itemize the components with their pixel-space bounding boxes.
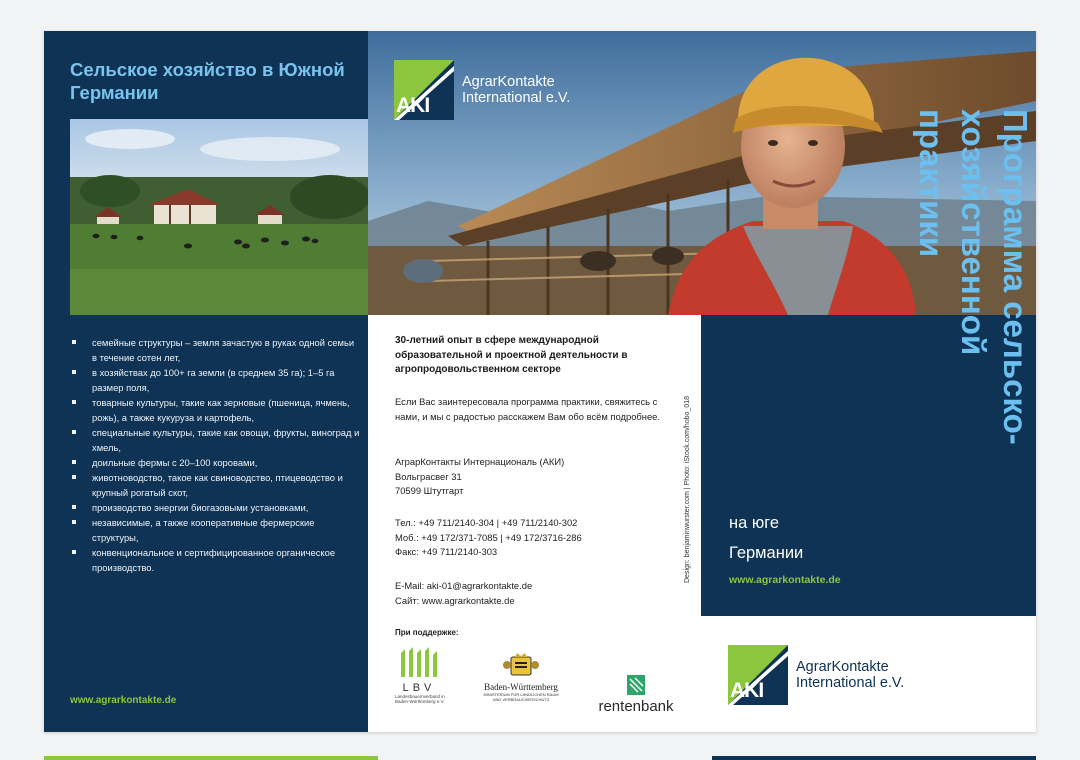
website-link[interactable]: www.agrarkontakte.de (729, 574, 841, 586)
coat-of-arms-icon (503, 653, 539, 677)
program-subtitle (729, 508, 803, 568)
wheat-icon (395, 647, 443, 677)
online-contact-block (395, 579, 675, 608)
email-link[interactable]: E-Mail: aki-01@agrarkontakte.de (395, 580, 533, 591)
phone-line: Тел.: +49 711/2140-304 | +49 711/2140-302 (395, 517, 578, 528)
aki-abbr: AKI (396, 94, 430, 117)
aki-name-line1: AgrarKontakte (462, 74, 555, 90)
aki-logo-icon (394, 60, 454, 120)
rentenbank-name: rentenbank (598, 698, 674, 715)
left-panel (44, 31, 368, 732)
subtitle-line: Германии (729, 544, 804, 562)
fax-line: Факс: +49 711/2140-303 (395, 546, 498, 558)
aki-name-line1: AgrarKontakte (796, 659, 889, 675)
next-page-edge (44, 756, 378, 760)
aki-name-line2: International e.V. (796, 675, 905, 691)
credit-text: Design: benjaminwurster.com | Photo: iStock.com/hobo_018 (684, 395, 691, 583)
lbv-abbr: LBV (402, 682, 436, 694)
aki-logo-top (394, 60, 570, 120)
list-item: производство энергии биогазовыми установками, (70, 500, 360, 515)
list-item: доильные фермы с 20–100 коровами, (70, 455, 360, 470)
title-line: Программа сельско- (997, 109, 1034, 445)
contact-column (368, 315, 701, 732)
agriculture-features-list (70, 335, 360, 575)
title-line: хозяйственной (955, 109, 992, 356)
aki-abbr: AKI (730, 679, 764, 702)
aki-name (796, 659, 904, 691)
intro-text: Если Вас заинтересовала программа практики, свяжитесь с нами, и мы с радостью расскажем Вам обо всём подробнее. (395, 396, 660, 422)
rentenbank-logo (586, 675, 686, 715)
website-link[interactable]: www.agrarkontakte.de (70, 695, 177, 706)
aki-name-line2: International e.V. (462, 90, 571, 106)
aki-logo-bottom (728, 645, 904, 705)
subtitle-line: на юге (729, 514, 780, 532)
bw-subtitle: UND VERBRAUCHERSCHUTZ (492, 697, 550, 702)
bw-subtitle: MINISTERIUM FÜR LÄNDLICHEN RAUM (483, 692, 559, 697)
lbv-logo (395, 647, 443, 709)
left-panel-title: Сельское хозяйство в Южной Германии (70, 59, 345, 103)
rentenbank-icon (627, 675, 645, 695)
address-line: 70599 Штутгарт (395, 485, 464, 497)
list-item: семейные структуры – земля зачастую в руках одной семьи в течение сотен лет, (70, 335, 360, 365)
website-link[interactable]: Сайт: www.agrarkontakte.de (395, 594, 515, 606)
address-block (395, 455, 675, 499)
address-line: Вольграсвег 31 (395, 470, 462, 482)
farm-photo (70, 119, 368, 315)
list-item: животноводство, такое как свиноводство, птицеводство и крупный рогатый скот, (70, 470, 360, 500)
aki-logo-icon (728, 645, 788, 705)
list-item: товарные культуры, такие как зерновые (пшеница, ячмень, рожь), а также кукуруза и картофель, (70, 395, 360, 425)
brochure-sheet (44, 31, 1036, 732)
next-page-edge (712, 756, 1036, 760)
design-credit (684, 343, 696, 583)
list-item: независимые, а также кооперативные фермерские структуры, (70, 515, 360, 545)
list-item: конвенциональное и сертифицированное органическое производство. (70, 545, 360, 575)
list-item: специальные культуры, такие как овощи, фрукты, виноград и хмель, (70, 425, 360, 455)
title-line: практики (913, 109, 950, 258)
baden-wuerttemberg-logo (474, 653, 568, 709)
lbv-subtitle: Landesbauernverband in (395, 694, 445, 699)
address-line: АграрКонтакты Интернациональ (АКИ) (395, 456, 565, 467)
bw-name: Baden-Württemberg (484, 682, 558, 692)
phone-block (395, 516, 675, 560)
phone-line: Моб.: +49 172/371-7085 | +49 172/3716-286 (395, 531, 582, 543)
aki-name (462, 74, 570, 106)
support-label: При поддержке: (395, 628, 459, 637)
lbv-subtitle: Baden-Württemberg e.V. (395, 699, 445, 704)
experience-headline: 30-летний опыт в сфере международной образовательной и проектной деятельности в агропродовольственном секторе (395, 335, 628, 375)
list-item: в хозяйствах до 100+ га земли (в среднем 35 га); 1–5 га размер поля, (70, 365, 360, 395)
